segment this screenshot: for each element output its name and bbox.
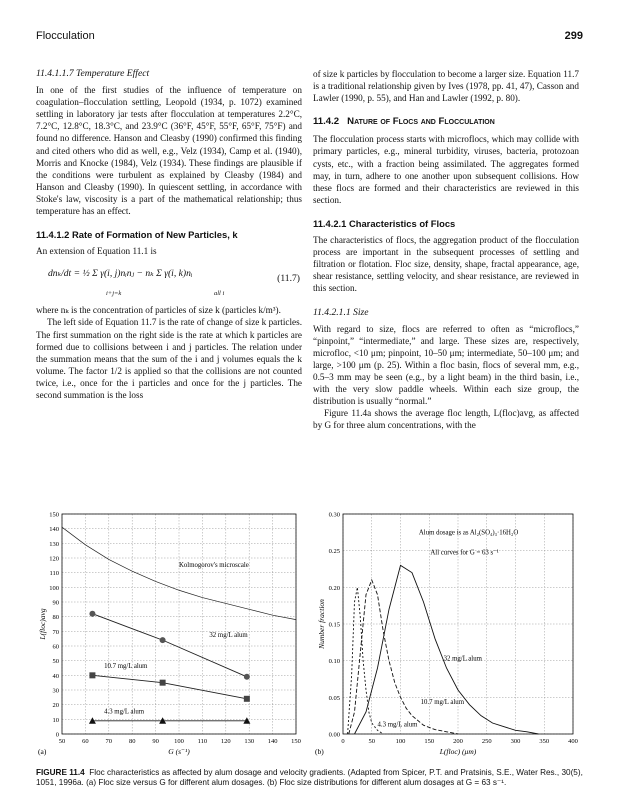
section-heading: 11.4.2.1.1 Size [313, 306, 369, 318]
paragraph: An extension of Equation 11.1 is [36, 246, 157, 257]
x-axis-label: G (s⁻¹) [168, 747, 190, 756]
y-tick-label: 30 [52, 687, 59, 695]
equation-body: dnₖ/dt = ½ Σ γ(i, j)nᵢnⱼ − nₖ Σ γ(i, k)nᵢ [48, 268, 193, 280]
paragraph: With regard to size, flocs are referred to often as “microflocs,” “pinpoint,” “intermediate,” and large. These sizes are, respectively, microfloc, <10 μm; pinpoint, 10–50 μm; intermediate, 50–100 μm; and large, >100 μm (p. 25). Within a floc basin, flocs of several mm, e.g., 0.5–3 mm may be seen (e.g., by a light beam) in the third basin, i.e., with the very slow paddle wheels. Within each size group, the distribution is usually “normal.” [313, 323, 579, 407]
section-heading: 11.4.2.1 Characteristics of Flocs [313, 217, 456, 229]
chart-a [36, 508, 302, 764]
paragraph: where nₖ is the concentration of particles of size k (particles k/m³). [36, 305, 281, 316]
x-tick-label: 70 [105, 738, 113, 745]
x-tick-label: 90 [152, 738, 159, 745]
chart-note: All curves for G = 63 s⁻¹ [430, 549, 499, 557]
y-tick-label: 60 [52, 643, 59, 651]
paragraph: The left side of Equation 11.7 is the rate of change of size k particles. The first summation on the right side is the rate at which k particles are formed due to collisions between i and j particles. The relation under the summation means that the sum of the i and j volumes equals the k volume. The factor 1/2 is applied so that the collisions are not counted twice, i.e., once for the i particles and once for the j particles. The second summation is the loss [36, 317, 302, 400]
data-point [244, 674, 250, 680]
x-tick-label: 350 [539, 738, 550, 745]
caption-text: Floc characteristics as affected by alum dosage and velocity gradients. (Adapted from Spicer, P.T. and Pratsinis, S.E., Water Res., 30(5), 1051, 1996a. (a) Floc size versus G for different alum dosages. (b) Floc size distributions for different alum dosages at G = 63 s⁻¹. [36, 768, 583, 788]
y-tick-label: 70 [52, 628, 59, 636]
series-line [355, 565, 539, 734]
x-tick-label: 80 [128, 738, 136, 745]
data-point [89, 611, 95, 617]
y-tick-label: 20 [52, 702, 59, 710]
x-tick-label: 60 [82, 738, 89, 745]
y-tick-label: 50 [52, 658, 59, 666]
paragraph: The characteristics of flocs, the aggregation product of the flocculation process are important in the subsequent processes of settling and filtration or flotation. Floc size, density, shape, fractal appearance, age, shear resistance, settling velocity, and shear resistance, are reviewed in this section. [313, 235, 579, 294]
x-tick-label: 200 [453, 738, 463, 745]
x-tick-label: 150 [291, 738, 301, 745]
equation-subscript: i+j=k [106, 290, 122, 298]
y-tick-label: 40 [52, 672, 59, 680]
series-annotation: 10.7 mg/L alum [420, 698, 464, 706]
y-tick-label: 150 [49, 511, 59, 519]
y-tick-label: 120 [49, 555, 59, 563]
x-tick-label: 400 [568, 738, 578, 745]
equation-subscript: all i [214, 290, 225, 298]
y-tick-label: 0 [55, 731, 59, 739]
x-tick-label: 100 [395, 738, 406, 745]
y-tick-label: 130 [49, 540, 59, 548]
data-point [244, 696, 250, 702]
y-tick-label: 0.15 [328, 621, 340, 629]
section-heading: 11.4.2 Nature of Flocs and Flocculation [313, 116, 495, 128]
data-point [160, 680, 166, 686]
series-annotation: 32 mg/L alum [209, 632, 248, 640]
y-tick-label: 140 [49, 526, 59, 534]
x-tick-label: 50 [368, 738, 375, 745]
y-tick-label: 0.10 [328, 658, 340, 666]
x-tick-label: 300 [510, 738, 521, 745]
panel-label: (a) [38, 747, 47, 756]
x-tick-label: 100 [174, 738, 184, 745]
y-tick-label: 110 [49, 570, 59, 578]
data-point [89, 672, 95, 678]
figure-11-4 [36, 508, 583, 776]
series-annotation: Kolmogorov's microscale [179, 561, 249, 569]
y-tick-label: 10 [52, 716, 59, 724]
equation-11-7 [36, 262, 302, 298]
paragraph: Figure 11.4a shows the average floc length, L(floc)avg, as affected by G for three alum concentrations, with the [313, 408, 579, 431]
section-heading: 11.4.1.1.7 Temperature Effect [36, 68, 150, 79]
chart-b [313, 508, 579, 764]
y-tick-label: 0.25 [328, 548, 340, 556]
page-header [36, 30, 583, 44]
y-tick-label: 0.05 [328, 694, 340, 702]
right-column [313, 68, 579, 431]
page-number: 299 [564, 30, 583, 42]
paragraph: The flocculation process starts with microflocs, which may collide with primary particles, e.g., mineral turbidity, viruses, bacteria, protozoan cysts, etc., with a fraction being assimilated. The aggregates formed may, in turn, adhere to one another upon subsequent collisions. How these flocs are formed and their characteristics are reviewed in this section. [313, 134, 579, 205]
y-tick-label: 0.00 [328, 731, 340, 739]
x-tick-label: 130 [244, 738, 255, 745]
paragraph: of size k particles by flocculation to become a larger size. Equation 11.7 is a traditional relationship given by Ives (1978, pp. 41, 47), Casson and Lawler (1990, p. 55), and Han and Lawler (1992, p. 80). [313, 69, 579, 104]
paragraph: In one of the first studies of the influence of temperature on coagulation–flocculation settling, Leopold (1934, p. 1072) examined settling in laboratory jar tests after flocculation at temperatures 2.2°C, 7.2°C, 12.8°C, 18.3°C, and 23.9°C (36°F, 45°F, 55°F, 65°F, 75°F) and found no difference. Hanson and Cleasby (1990) confirmed this finding and cited others who did as well, e.g., Velz (1934), Camp et al. (1940), Morris and Knocke (1984), Velz (1934). These findings are plausible if the conditions were turbulent as explained by Cleasby (1984) and Hanson and Cleasby (1990). In quiescent settling, in accordance with Stoke's law, viscosity is a part of the mathematical relationship; thus temperature has an effect. [36, 85, 302, 217]
series-line [92, 675, 246, 698]
y-axis-label: Number fraction [317, 599, 326, 649]
x-tick-label: 250 [481, 738, 492, 745]
y-tick-label: 0.30 [328, 511, 340, 519]
y-tick-label: 100 [49, 584, 59, 592]
x-tick-label: 50 [58, 738, 66, 745]
y-tick-label: 90 [52, 599, 59, 607]
chart-note: Alum dosage is as Al₂(SO₄)₃·16H₂O [418, 529, 519, 537]
series-line [349, 580, 458, 734]
x-tick-label: 110 [197, 738, 208, 745]
running-title: Flocculation [36, 30, 95, 42]
series-annotation: 10.7 mg/L alum [104, 663, 148, 670]
caption-label: FIGURE 11.4 [36, 768, 85, 777]
y-tick-label: 0.20 [328, 584, 340, 592]
x-tick-label: 120 [220, 738, 231, 745]
figure-caption [36, 768, 583, 788]
data-point [160, 637, 166, 643]
y-axis-label: L(floc)avg [38, 608, 47, 640]
x-tick-label: 0 [341, 738, 345, 745]
series-annotation: 32 mg/L alum [443, 655, 482, 663]
y-tick-label: 80 [52, 614, 59, 622]
section-heading: 11.4.1.2 Rate of Formation of New Particles, k [36, 229, 238, 241]
equation-number: (11.7) [277, 273, 300, 285]
panel-label: (b) [315, 747, 324, 756]
x-tick-label: 140 [267, 738, 278, 745]
series-annotation: 4.3 mg/L alum [104, 708, 145, 716]
series-annotation: 4.3 mg/L alum [377, 721, 418, 729]
x-axis-label: L(floc) (μm) [439, 747, 477, 756]
left-column [36, 68, 302, 401]
x-tick-label: 150 [424, 738, 435, 745]
